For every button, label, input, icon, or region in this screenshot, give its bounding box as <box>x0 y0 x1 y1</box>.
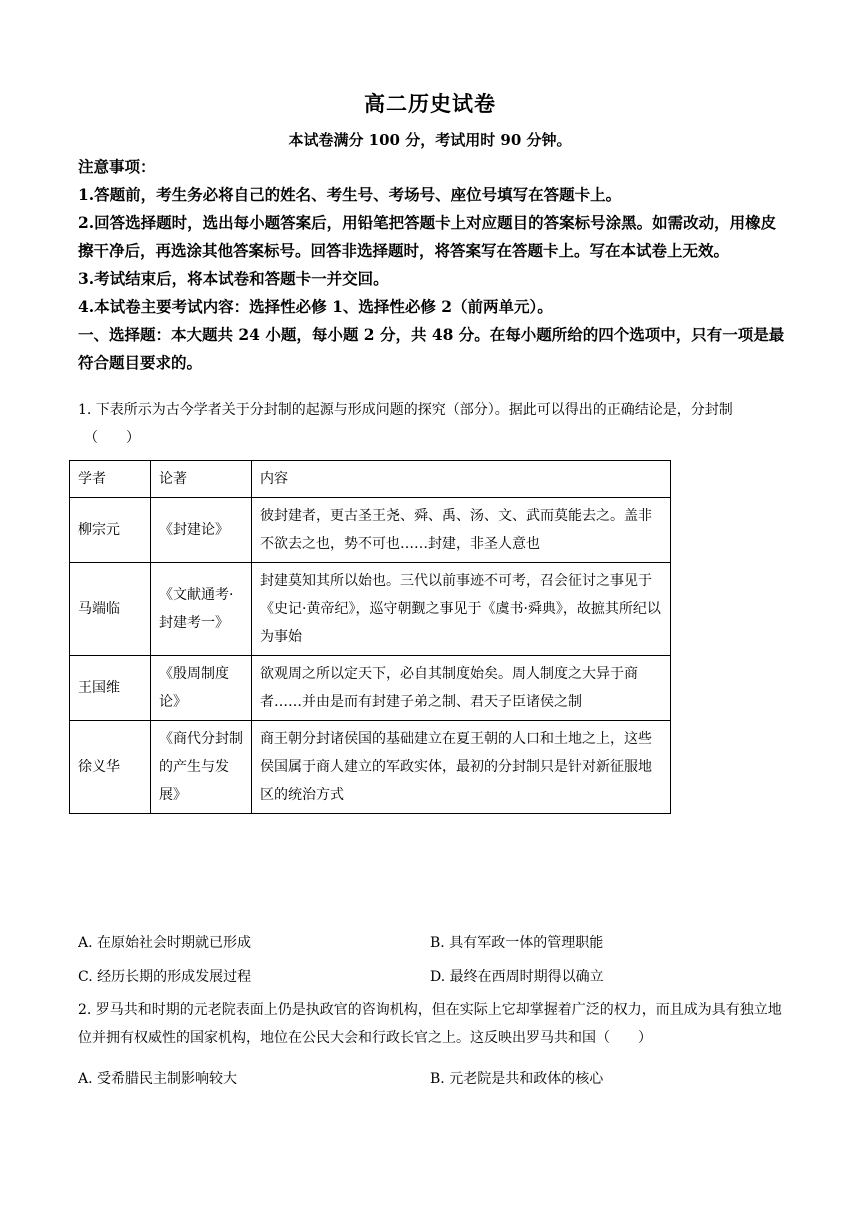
q1-option-a: A. 在原始社会时期就已形成 <box>78 935 252 951</box>
q1-option-d: D. 最终在西周时期得以确立 <box>430 969 604 985</box>
q2-option-b: B. 元老院是共和政体的核心 <box>430 1071 604 1087</box>
notice-heading: 注意事项： <box>78 157 156 176</box>
table-row <box>70 656 671 721</box>
table-header-row <box>70 461 671 498</box>
table-cell-scholar: 王国维 <box>70 656 151 721</box>
table-cell-scholar: 柳宗元 <box>70 498 151 563</box>
notice-item-3: 3.考试结束后，将本试卷和答题卡一并交回。 <box>78 269 389 288</box>
exam-subtitle: 本试卷满分 100 分，考试用时 90 分钟。 <box>288 131 572 149</box>
table-row <box>70 563 671 656</box>
table-row <box>70 498 671 563</box>
table-cell-content: 封建莫知其所以始也。三代以前事迹不可考，召会征讨之事见于《史记·黄帝纪》，巡守朝觐之事见于《虞书·舜典》，故摭其所纪以为事始 <box>252 563 671 656</box>
table-cell-content: 商王朝分封诸侯国的基础建立在夏王朝的人口和土地之上，这些侯国属于商人建立的军政实体，最初的分封制只是针对新征服地区的统治方式 <box>252 721 671 814</box>
section-heading: 一、选择题：本大题共 24 小题，每小题 2 分，共 48 分。在每小题所给的四个选项中，只有一项是最符合题目要求的。 <box>78 325 785 372</box>
question-1-text: 1. 下表所示为古今学者关于分封制的起源与形成问题的探究（部分）。据此可以得出的正确结论是，分封制 <box>78 402 733 418</box>
table-header: 论著 <box>151 461 252 498</box>
table-cell-work: 《殷周制度论》 <box>151 656 252 721</box>
question-2-stem <box>78 996 790 1052</box>
question-1-stem <box>78 396 790 452</box>
source-table <box>69 460 671 814</box>
table-row <box>70 721 671 814</box>
table-cell-content: 欲观周之所以定天下，必自其制度始矣。周人制度之大异于商者……并由是而有封建子弟之制、君天子臣诸侯之制 <box>252 656 671 721</box>
question-2-text: 2. 罗马共和时期的元老院表面上仍是执政官的咨询机构，但在实际上它却掌握着广泛的权力，而且成为具有独立地位并拥有权威性的国家机构，地位在公民大会和行政长官之上。这反映出罗马共和国（ ） <box>78 1002 782 1046</box>
notice-item-2: 2.回答选择题时，选出每小题答案后，用铅笔把答题卡上对应题目的答案标号涂黑。如需改动，用橡皮擦干净后，再选涂其他答案标号。回答非选择题时，将答案写在答题卡上。写在本试卷上无效。 <box>78 213 777 260</box>
answer-paren: （ ） <box>84 430 140 446</box>
table-header: 学者 <box>70 461 151 498</box>
notice-section <box>78 153 788 377</box>
table-cell-work: 《商代分封制的产生与发展》 <box>151 721 252 814</box>
notice-item-4: 4.本试卷主要考试内容：选择性必修 1、选择性必修 2（前两单元）。 <box>78 297 553 316</box>
table-cell-content: 彼封建者，更古圣王尧、舜、禹、汤、文、武而莫能去之。盖非不欲去之也，势不可也……封建，非圣人意也 <box>252 498 671 563</box>
page-title: 高二历史试卷 <box>364 91 496 116</box>
table-cell-work: 《文献通考·封建考一》 <box>151 563 252 656</box>
q1-option-b: B. 具有军政一体的管理职能 <box>430 935 604 951</box>
q2-option-a: A. 受希腊民主制影响较大 <box>78 1071 238 1087</box>
table-cell-work: 《封建论》 <box>151 498 252 563</box>
q1-option-c: C. 经历长期的形成发展过程 <box>78 969 252 985</box>
table-cell-scholar: 徐义华 <box>70 721 151 814</box>
notice-item-1: 1.答题前，考生务必将自己的姓名、考生号、考场号、座位号填写在答题卡上。 <box>78 185 622 204</box>
table-header: 内容 <box>252 461 671 498</box>
table-cell-scholar: 马端临 <box>70 563 151 656</box>
